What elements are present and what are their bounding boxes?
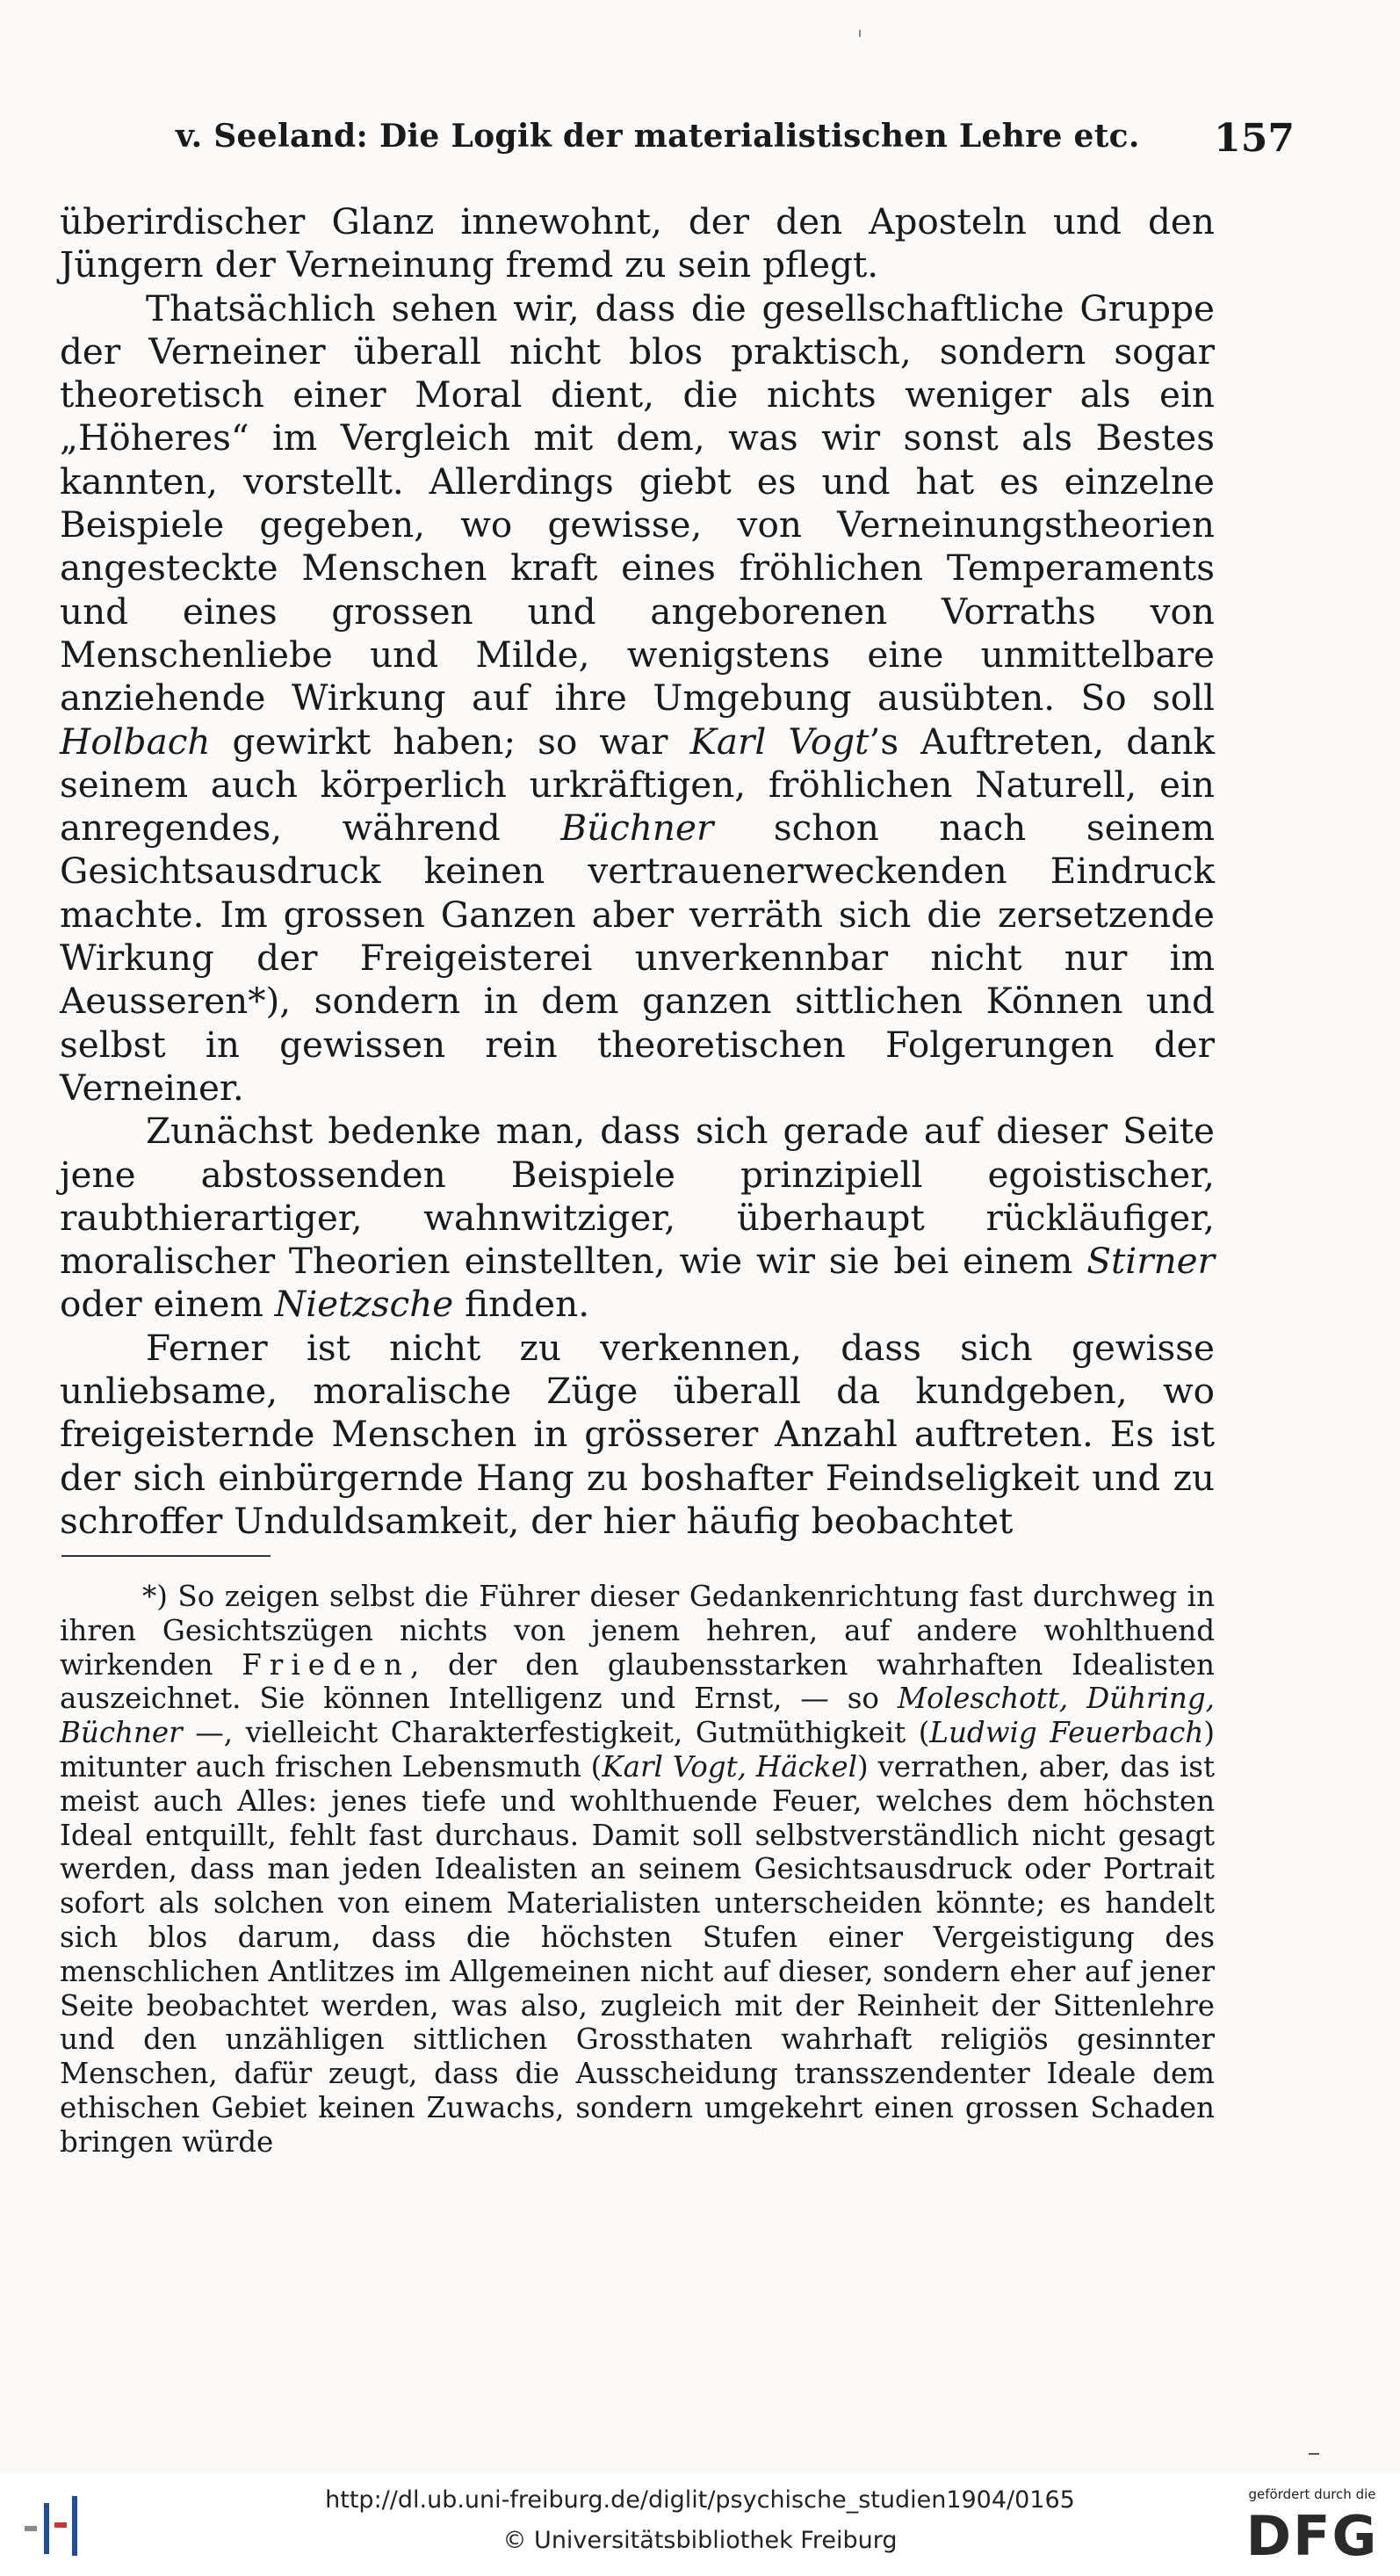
dfg-caption: gefördert durch die	[1248, 2486, 1376, 2502]
paragraph-2	[60, 287, 1215, 1111]
footnote-names-2: Ludwig Feuerbach	[929, 1716, 1204, 1750]
dfg-logo-icon: DFG	[1245, 2504, 1379, 2568]
permalink-url[interactable]: http://dl.ub.uni-freiburg.de/diglit/psychische_studien1904/0165	[325, 2486, 1075, 2514]
paragraph-3-text-b: oder einem	[60, 1283, 275, 1326]
footnote-text-b: , der den glaubensstarken wahrhaften Idealisten auszeichnet. Sie können Intelligenz und Ernst, — so	[60, 1647, 1215, 1716]
footnote-text-d: ) mitunter auch frischen Lebensmuth (	[60, 1716, 1215, 1784]
name-stirner: Stirner	[1086, 1240, 1215, 1283]
page-number: 157	[1214, 116, 1295, 161]
footnote-rule	[61, 1555, 271, 1557]
paragraph-2-text-b: gewirkt haben; so war	[210, 720, 690, 763]
main-text	[60, 200, 1215, 1543]
paragraph-2-text-a: Thatsächlich sehen wir, dass die gesellschaftliche Gruppe der Verneiner überall nicht blos praktisch, sondern sogar theoretisch einer Moral dient, die nichts weniger als ein „Höheres“ im Vergleich mit dem, was wir sonst als Bestes kannten, vorstellt. Allerdings giebt es und hat es einzelne Beispiele gegeben, wo gewisse, von Verneinungstheorien angesteckte Menschen kraft eines fröhlichen Temperaments und eines grossen und angeborenen Vorraths von Menschenliebe und Milde, wenigstens eine unmittelbare anziehende Wirkung auf ihre Umgebung ausübten. So soll	[60, 286, 1215, 720]
footnote-spaced-word: Frieden	[242, 1647, 410, 1682]
name-nietzsche: Nietzsche	[274, 1283, 454, 1326]
footnote-text-c: —, vielleicht Charakterfestigkeit, Gutmüthigkeit (	[182, 1716, 930, 1750]
paragraph-4: Ferner ist nicht zu verkennen, dass sich gewisse unliebsame, moralische Züge überall da kundgeben, wo freigeisternde Menschen in grösserer Anzahl auftreten. Es ist der sich einbürgernde Hang zu boshafter Feindseligkeit und zu schroffer Unduldsamkeit, der hier häufig beobachtet	[60, 1326, 1215, 1542]
name-buechner: Büchner	[560, 807, 714, 850]
footnote-paragraph	[60, 1580, 1215, 2160]
scan-mark	[859, 30, 861, 37]
paragraph-3-text-c: finden.	[453, 1283, 590, 1326]
running-title: v. Seeland: Die Logik der materialistischen Lehre etc.	[176, 118, 1140, 155]
scan-mark-right	[1309, 2453, 1319, 2455]
paragraph-2-text-d: schon nach seinem Gesichtsausdruck keinen vertrauenerweckenden Eindruck machte. Im grossen Ganzen aber verräth sich die zersetzende Wirkung der Freigeisterei unverkennbar nicht nur im Aeusseren*), sondern in dem ganzen sittlichen Können und selbst in gewissen rein theoretischen Folgerungen der Verneiner.	[60, 807, 1215, 1109]
page-header	[61, 114, 1295, 167]
paragraph-1: überirdischer Glanz innewohnt, der den Aposteln und den Jüngern der Verneinung fremd zu sein pflegt.	[60, 200, 1215, 286]
footnote	[60, 1580, 1215, 2160]
name-karl-vogt: Karl Vogt	[689, 720, 870, 763]
footnote-text-a: *) So zeigen selbst die Führer dieser Gedankenrichtung fast durchweg in ihren Gesichtszügen nichts von jenem hehren, auf andere wohlthuend wirkenden	[60, 1580, 1215, 1682]
footnote-names-1: Moleschott, Dühring, Büchner	[60, 1682, 1215, 1750]
copyright-notice: © Universitätsbibliothek Freiburg	[502, 2527, 898, 2554]
paragraph-3-text-a: Zunächst bedenke man, dass sich gerade auf dieser Seite jene abstossenden Beispiele prinzipiell egoistischer, raubthierartiger, wahnwitziger, überhaupt rückläufiger, moralischer Theorien einstellten, wie wir sie bei einem	[60, 1110, 1215, 1283]
footnote-text-e: ) verrathen, aber, das ist meist auch Alles: jenes tiefe und wohlthuende Feuer, welches dem höchsten Ideal entquillt, fehlt fast durchaus. Damit soll selbstverständlich nicht gesagt werden, dass man jeden Idealisten an seinem Gesichtsausdruck oder Portrait sofort als solchen von einem Materialisten unterscheiden könnte; es handelt sich blos darum, dass die höchsten Stufen einer Vergeistigung des menschlichen Antlitzes im Allgemeinen nicht auf dieser, sondern eher auf jener Seite beobachtet werden, was also, zugleich mit der Reinheit der Sittenlehre und den unzähligen sittlichen Grossthaten wahrhaft religiös gesinnter Menschen, dafür zeugt, dass die Ausscheidung transszendenter Ideale dem ethischen Gebiet keinen Zuwachs, sondern umgekehrt einen grossen Schaden bringen würde	[60, 1749, 1215, 2159]
name-holbach: Holbach	[60, 720, 211, 763]
footnote-names-3: Karl Vogt, Häckel	[602, 1749, 857, 1784]
paragraph-3	[60, 1110, 1215, 1326]
dfg-funding-badge	[1237, 2486, 1388, 2572]
paragraph-2-text-c: ’s Auftreten, dank seinem auch körperlich urkräftigen, fröhlichen Naturell, ein anregendes, während	[60, 720, 1216, 850]
